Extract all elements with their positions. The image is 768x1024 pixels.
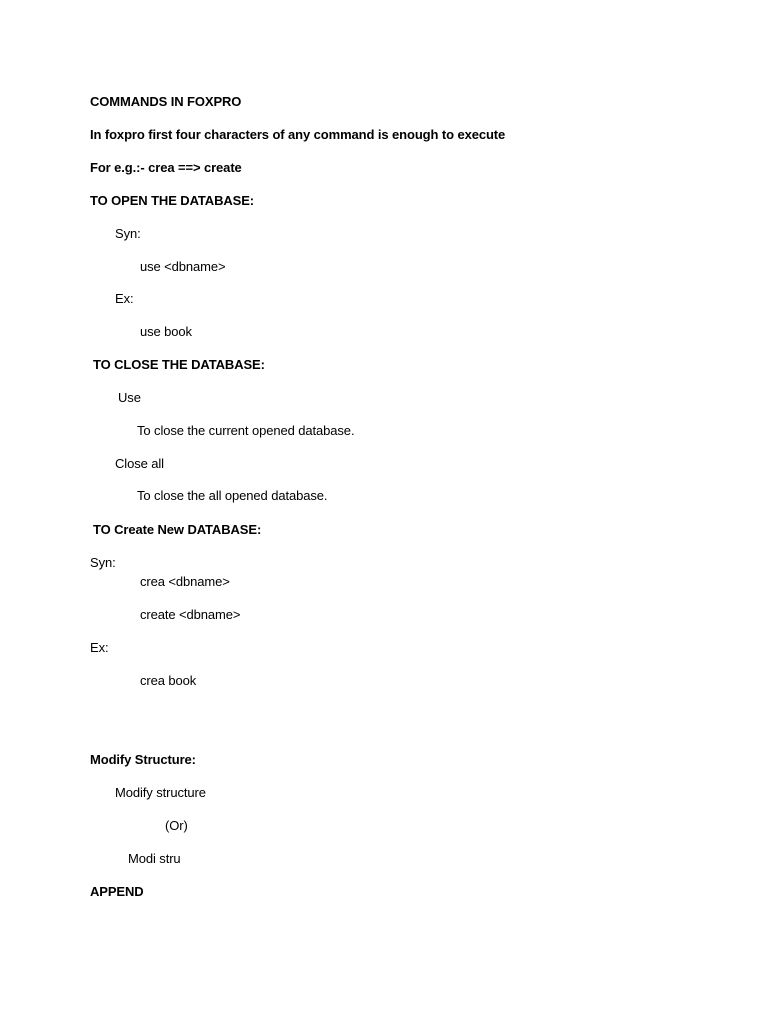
open-syn-command: use <dbname> (140, 259, 226, 274)
modify-short-command: Modi stru (128, 851, 181, 866)
create-ex-command: crea book (140, 673, 197, 688)
close-use-description: To close the current opened database. (137, 423, 355, 438)
append-heading: APPEND (90, 884, 144, 899)
create-ex-label: Ex: (90, 640, 109, 655)
create-syn-label: Syn: (90, 555, 116, 570)
open-syn-label: Syn: (115, 226, 141, 241)
modify-or-text: (Or) (165, 818, 188, 833)
close-use-command: Use (118, 390, 141, 405)
open-ex-label: Ex: (115, 291, 134, 306)
intro-text: In foxpro first four characters of any command is enough to execute (90, 127, 506, 142)
open-ex-command: use book (140, 324, 192, 339)
close-database-heading: TO CLOSE THE DATABASE: (93, 357, 265, 372)
close-all-command: Close all (115, 456, 164, 471)
open-database-heading: TO OPEN THE DATABASE: (90, 193, 255, 208)
close-all-description: To close the all opened database. (137, 488, 328, 503)
create-database-heading: TO Create New DATABASE: (93, 522, 262, 537)
modify-structure-command: Modify structure (115, 785, 206, 800)
modify-structure-heading: Modify Structure: (90, 752, 196, 767)
create-syn-command-short: crea <dbname> (140, 574, 230, 589)
create-syn-command-full: create <dbname> (140, 607, 241, 622)
example-intro: For e.g.:- crea ==> create (90, 160, 242, 175)
document-title: COMMANDS IN FOXPRO (90, 94, 242, 109)
